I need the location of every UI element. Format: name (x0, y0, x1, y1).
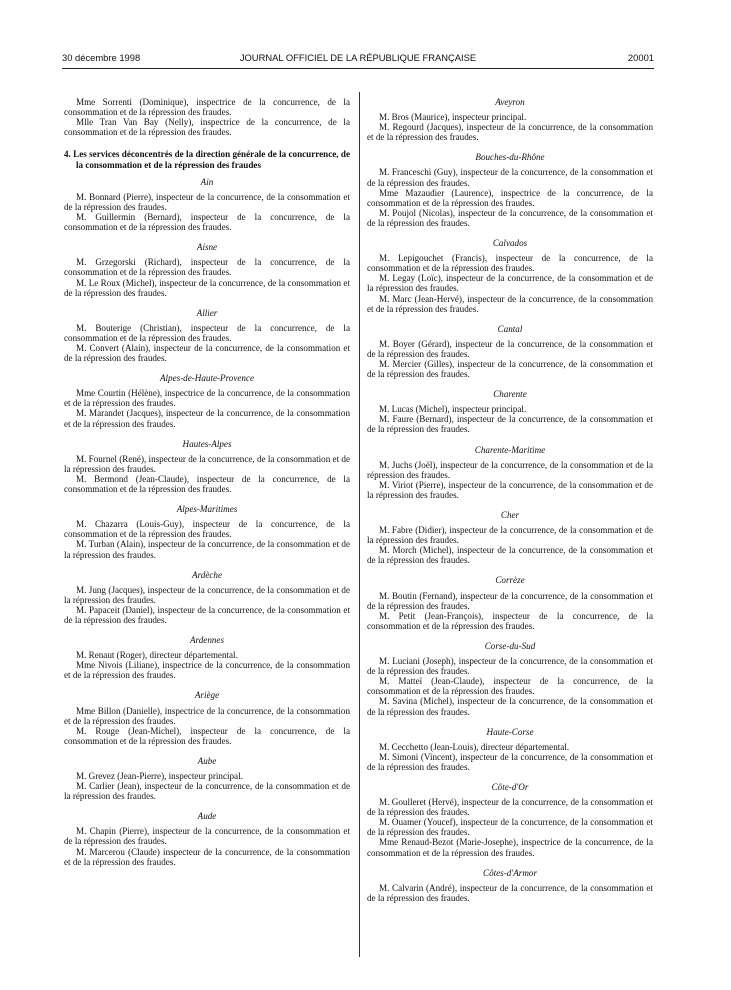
appointment-entry: M. Calvarin (André), inspecteur de la concurrence, de la consommation et de la répression des fraudes. (367, 882, 653, 903)
department-section-cantal (367, 324, 653, 379)
header-date: 30 décembre 1998 (62, 52, 141, 63)
left-column (64, 97, 350, 877)
department-section-calvados (367, 238, 653, 314)
department-section-cher (367, 510, 653, 565)
department-section-ariege (64, 690, 350, 745)
intro-entry: Mlle Tran Van Bay (Nelly), inspectrice de la concurrence, de la consommation et de la répression des fraudes. (64, 117, 350, 138)
department-section-correze (367, 575, 653, 630)
department-section-hautes-alpes (64, 439, 350, 494)
appointment-entry: M. Petit (Jean-François), inspecteur de la concurrence, de la consommation et de la répression des fraudes. (367, 610, 653, 631)
appointment-entry: M. Boyer (Gérard), inspecteur de la concurrence, de la consommation et de la répression des fraudes. (367, 338, 653, 359)
department-title: Cher (500, 510, 520, 520)
appointment-entry: M. Rouge (Jean-Michel), inspecteur de la concurrence, de la consommation et de la répression des fraudes. (64, 725, 350, 746)
department-title: Charente-Maritime (474, 444, 546, 455)
appointment-entry: M. Bouterige (Christian), inspecteur de la concurrence, de la consommation et de la répression des fraudes. (64, 322, 350, 343)
department-section-cotes-d-armor (367, 868, 653, 903)
appointment-entry: M. Fabre (Didier), inspecteur de la concurrence, de la consommation et de la répression des fraudes. (367, 525, 653, 546)
department-title: Haute-Corse (486, 726, 534, 737)
department-section-alpes-de-haute-provence (64, 373, 350, 428)
department-section-charente (367, 389, 653, 434)
department-title: Corse-du-Sud (484, 640, 536, 651)
appointment-entry: M. Lepigouchet (Francis), inspecteur de la concurrence, de la consommation et de la répression des fraudes. (367, 253, 653, 274)
department-section-aude (64, 811, 350, 866)
appointment-entry: M. Matteï (Jean-Claude), inspecteur de la concurrence, de la consommation et de la répression des fraudes. (367, 676, 653, 697)
appointment-entry: M. Morch (Michel), inspecteur de la concurrence, de la consommation et de la répression des fraudes. (367, 545, 653, 566)
appointment-entry: M. Chazarra (Louis-Guy), inspecteur de la concurrence, de la consommation et de la répression des fraudes. (64, 519, 350, 540)
appointment-entry: M. Marcerou (Claude) inspecteur de la concurrence, de la consommation et de la répression des fraudes. (64, 846, 350, 867)
appointment-entry: M. Legay (Loïc), inspecteur de la concurrence, de la consommation et de la répression des fraudes. (367, 273, 653, 294)
appointment-entry: M. Grevez (Jean-Pierre), inspecteur principal. (76, 771, 243, 781)
appointment-entry: M. Juchs (Joël), inspecteur de la concurrence, de la consommation et de la répression des fraudes. (367, 459, 653, 480)
department-section-aube (64, 756, 350, 801)
right-sections (367, 97, 653, 903)
page-number: 20001 (627, 52, 654, 63)
department-section-cote-d-or (367, 782, 653, 858)
header-rule (62, 68, 654, 69)
department-section-ain (64, 177, 350, 232)
appointment-entry: M. Grzegorski (Richard), inspecteur de la concurrence, de la consommation et de la répression des fraudes. (64, 257, 350, 278)
section-heading: 4. Les services déconcentrés de la direction générale de la concurrence, de la consommation et de la répression des fraudes (64, 149, 350, 170)
appointment-entry: M. Turban (Alain), inspecteur de la concurrence, de la consommation et de la répression des fraudes. (64, 539, 350, 560)
page-header (62, 52, 654, 68)
appointment-entry: M. Papaceit (Daniel), inspecteur de la concurrence, de la consommation et de la répression des fraudes. (64, 604, 350, 625)
appointment-entry: M. Regourd (Jacques), inspecteur de la concurrence, de la consommation et de la répression des fraudes. (367, 122, 653, 143)
appointment-entry: M. Poujol (Nicolas), inspecteur de la concurrence, de la consommation et de la répression des fraudes. (367, 207, 653, 228)
department-title: Alpes-de-Haute-Provence (159, 373, 255, 384)
appointment-entry: M. Lucas (Michel), inspecteur principal. (379, 404, 527, 415)
appointment-entry: M. Boutin (Fernand), inspecteur de la concurrence, de la consommation et de la répression des fraudes. (367, 590, 653, 611)
department-title: Hautes-Alpes (182, 438, 232, 449)
appointment-entry: M. Bermond (Jean-Claude), inspecteur de la concurrence, de la consommation et de la répression des fraudes. (64, 473, 350, 495)
department-section-ardeche (64, 570, 350, 625)
department-section-alpes-maritimes (64, 504, 350, 559)
department-section-charente-maritime (367, 445, 653, 500)
appointment-entry: M. Convert (Alain), inspecteur de la concurrence, de la consommation et de la répression des fraudes. (64, 343, 350, 364)
appointment-entry: M. Ouamer (Youcef), inspecteur de la concurrence, de la consommation et de la répression des fraudes. (367, 817, 653, 838)
department-title: Ariège (194, 690, 220, 701)
department-title: Alpes-Maritimes (176, 504, 238, 515)
left-sections (64, 177, 350, 867)
department-section-bouches-du-rhone (367, 152, 653, 228)
department-section-haute-corse (367, 727, 653, 772)
appointment-entry: M. Chapin (Pierre), inspecteur de la concurrence, de la consommation et de la répression des fraudes. (64, 826, 350, 847)
appointment-entry: M. Marc (Jean-Hervé), inspecteur de la concurrence, de la consommation et de la répression des fraudes. (367, 293, 653, 314)
department-title: Bouches-du-Rhône (475, 152, 545, 163)
appointment-entry: M. Savina (Michel), inspecteur de la concurrence, de la consommation et de la répression des fraudes. (367, 696, 653, 717)
journal-title: JOURNAL OFFICIEL DE LA RÉPUBLIQUE FRANÇAISE (239, 52, 477, 63)
appointment-entry: M. Franceschi (Guy), inspecteur de la concurrence, de la consommation et de la répression des fraudes. (367, 167, 653, 188)
appointment-entry: Mme Nivois (Liliane), inspectrice de la concurrence, de la consommation et de la répression des fraudes. (64, 660, 350, 681)
appointment-entry: M. Marandet (Jacques), inspecteur de la concurrence, de la consommation et de la répression des fraudes. (64, 408, 350, 429)
appointment-entry: M. Fournel (René), inspecteur de la concurrence, de la consommation et de la répression des fraudes. (64, 453, 350, 474)
appointment-entry: M. Simoni (Vincent), inspecteur de la concurrence, de la consommation et de la répression des fraudes. (367, 751, 653, 772)
appointment-entry: Mme Billon (Danielle), inspectrice de la concurrence, de la consommation et de la répression des fraudes. (64, 705, 350, 726)
appointment-entry: M. Luciani (Joseph), inspecteur de la concurrence, de la consommation et de la répression des fraudes. (367, 656, 653, 677)
department-section-allier (64, 308, 350, 363)
department-section-aveyron (367, 97, 653, 142)
department-title: Allier (196, 307, 218, 318)
department-title: Ardennes (189, 635, 224, 646)
appointment-entry: Mme Courtin (Hélène), inspectrice de la concurrence, de la consommation et de la répression des fraudes. (64, 388, 350, 409)
department-title: Charente (493, 389, 527, 400)
appointment-entry: M. Renaut (Roger), directeur départemental. (76, 650, 238, 661)
appointment-entry: M. Cecchetto (Jean-Louis), directeur départemental. (379, 741, 570, 752)
appointment-entry: M. Guillermin (Bernard), inspecteur de la concurrence, de la consommation et de la répression des fraudes. (64, 212, 350, 233)
column-divider (359, 92, 360, 957)
department-title: Cantal (497, 323, 523, 334)
appointment-entry: M. Jung (Jacques), inspecteur de la concurrence, de la consommation et de la répression des fraudes. (64, 584, 350, 605)
department-title: Côte-d'Or (491, 781, 529, 792)
intro-entry: Mme Sorrenti (Dominique), inspectrice de la concurrence, de la consommation et de la répression des fraudes. (64, 97, 350, 118)
department-title: Aude (197, 811, 217, 822)
appointment-entry: M. Viriot (Pierre), inspecteur de la concurrence, de la consommation et de la répression des fraudes. (367, 479, 653, 500)
appointment-entry: M. Mercier (Gilles), inspecteur de la concurrence, de la consommation et de la répression des fraudes. (367, 358, 653, 380)
department-section-aisne (64, 242, 350, 297)
appointment-entry: M. Le Roux (Michel), inspecteur de la concurrence, de la consommation et de la répression des fraudes. (64, 277, 350, 298)
department-title: Aveyron (495, 97, 525, 107)
appointment-entry: M. Bonnard (Pierre), inspecteur de la concurrence, de la consommation et de la répression des fraudes. (64, 191, 350, 212)
right-column (367, 97, 653, 913)
department-title: Ardèche (192, 569, 222, 580)
department-title: Ain (200, 176, 214, 187)
appointment-entry: M. Bros (Maurice), inspecteur principal. (379, 112, 527, 123)
appointment-entry: M. Faure (Bernard), inspecteur de la concurrence, de la consommation et de la répression des fraudes. (367, 414, 653, 435)
department-section-corse-du-sud (367, 641, 653, 717)
department-section-ardennes (64, 635, 350, 680)
department-title: Aube (197, 755, 217, 766)
appointment-entry: Mme Mazaudier (Laurence), inspectrice de la concurrence, de la consommation et de la répression des fraudes. (367, 187, 653, 208)
appointment-entry: M. Goulleret (Hervé), inspecteur de la concurrence, de la consommation et de la répression des fraudes. (367, 797, 653, 818)
department-title: Côtes-d'Armor (483, 867, 537, 878)
department-title: Aisne (196, 242, 218, 253)
department-title: Corrèze (495, 575, 525, 586)
department-title: Calvados (492, 238, 528, 249)
appointment-entry: Mme Renaud-Bezot (Marie-Josephe), inspectrice de la concurrence, de la consommation et de la répression des fraudes. (367, 837, 653, 858)
appointment-entry: M. Carlier (Jean), inspecteur de la concurrence, de la consommation et de la répression des fraudes. (64, 781, 350, 802)
